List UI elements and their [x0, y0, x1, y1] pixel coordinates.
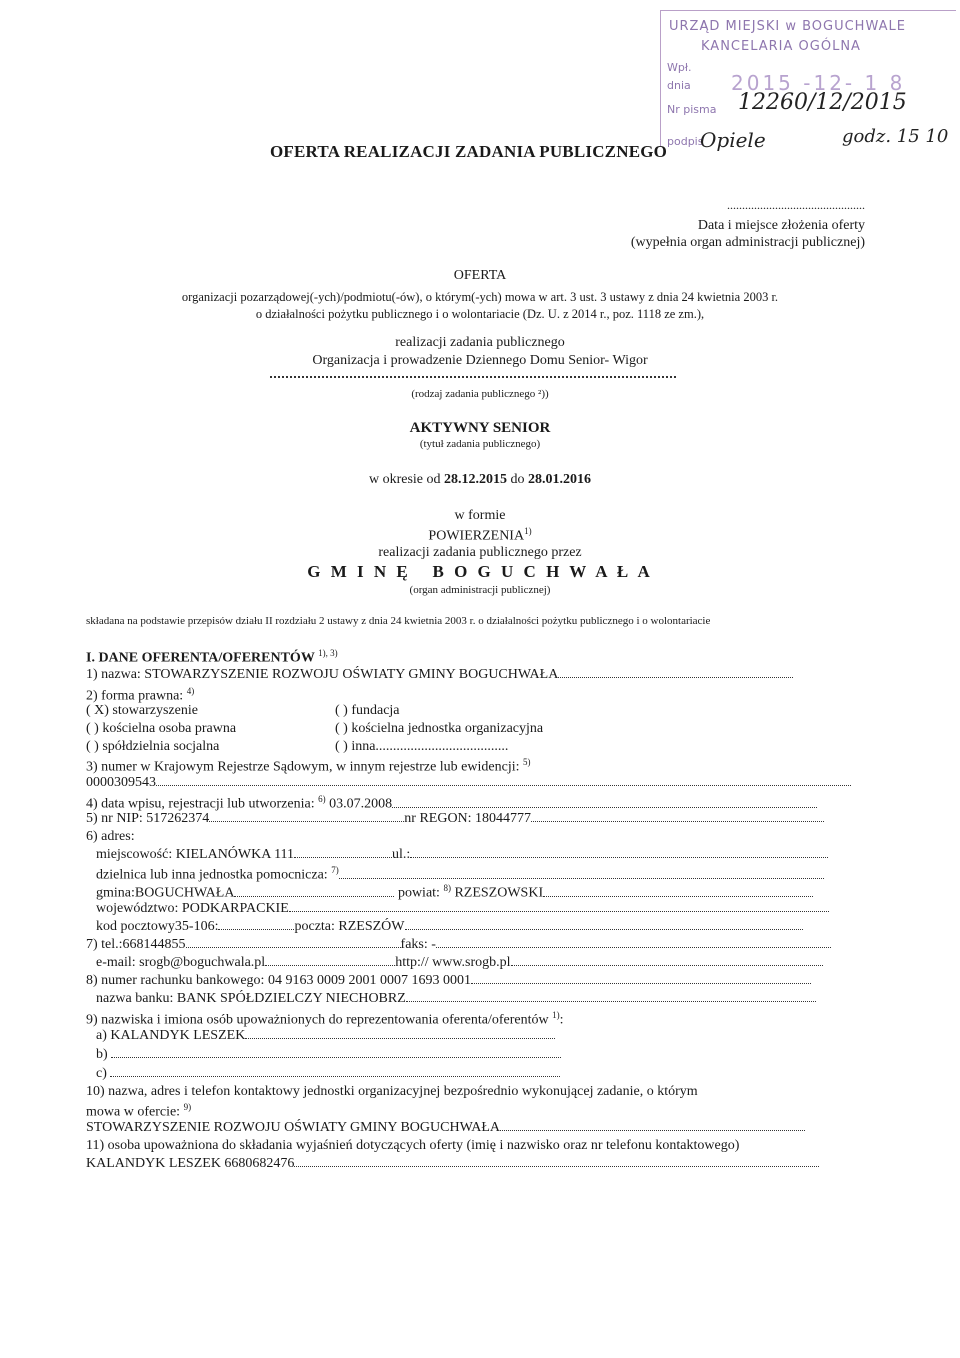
option-left-1[interactable]: ( X) stowarzyszenie — [86, 703, 198, 718]
task-title: AKTYWNY SENIOR — [409, 420, 551, 436]
date-place-dots: .............................................. — [727, 198, 865, 212]
email-dots — [265, 965, 395, 966]
osoba-c-text: c) — [96, 1066, 107, 1081]
email-text: e-mail: srogb@boguchwala.pl — [96, 955, 266, 970]
by-line: realizacji zadania publicznego przez — [378, 545, 582, 560]
bank-text: nazwa banku: BANK SPÓŁDZIELCZY NIECHOBRZ — [96, 991, 406, 1006]
field-krs-value — [86, 775, 851, 791]
oferta-heading: OFERTA — [453, 268, 507, 283]
form-value-text: POWIERZENIA — [428, 528, 525, 544]
osoba-a-dots — [245, 1038, 555, 1039]
regon-dots — [531, 821, 824, 822]
realizacji-label: realizacji zadania publicznego — [395, 335, 565, 350]
powiat-value: RZESZOWSKI — [454, 885, 544, 901]
period-prefix: w okresie od — [368, 472, 445, 487]
field-krs-label — [86, 757, 531, 776]
miejscowosc-text: miejscowość: KIELANÓWKA 111 — [96, 847, 295, 862]
field-gmina — [96, 883, 813, 902]
oferta-line-1: organizacji pozarządowej(-ych)/podmiotu(-ów), o którym(-ych) mowa w art. 3 ust. 3 ustawy z dnia 24 kwietnia 2003 r. — [181, 290, 779, 304]
nazwa-text: 1) nazwa: STOWARZYSZENIE ROZWOJU OŚWIATY GMINY BOGUCHWAŁA — [86, 667, 559, 682]
osoba-b-text: b) — [96, 1047, 108, 1062]
krs-value-text: 0000309543 — [86, 775, 156, 790]
field-forma — [86, 686, 194, 705]
stamp-office-name: URZĄD MIEJSKI w BOGUCHWALE — [669, 19, 906, 34]
data-wpisu-value: 03.07.2008 — [329, 796, 393, 812]
organ-caption: (organ administracji publicznej) — [409, 584, 551, 596]
field-jednostka-label: 10) nazwa, adres i telefon kontaktowy jednostki organizacyjnej bezpośrednio wykonującej zadanie, o którym — [86, 1084, 698, 1099]
field-osoba-wyj-value — [86, 1156, 819, 1172]
oferta-line-2: o działalności pożytku publicznego i o wolontariacie (Dz. U. z 2014 r., poz. 1118 ze zm.), — [255, 307, 705, 321]
krs-footnote: 5) — [523, 757, 531, 767]
field-jednostka-value — [86, 1120, 805, 1136]
faks-dots — [436, 947, 831, 948]
stamp-wpl-label: Wpł. — [667, 61, 692, 74]
option-right-1[interactable]: ( ) fundacja — [335, 703, 400, 718]
nazwa-dots — [558, 677, 793, 678]
ul-text: ul.: — [392, 847, 411, 862]
field-dzielnica — [96, 865, 824, 884]
faks-text: faks: - — [400, 937, 436, 952]
powiat-text: powiat: — [397, 885, 440, 901]
data-wpisu-dots — [392, 807, 817, 808]
field-adres: 6) adres: — [86, 829, 135, 844]
poczta-text: poczta: RZESZÓW — [294, 919, 405, 934]
field-miejscowosc — [96, 847, 828, 863]
period-mid: do — [507, 472, 529, 487]
form-value — [0, 526, 960, 545]
data-wpisu-footnote: 6) — [318, 794, 326, 804]
field-osoba-c — [96, 1066, 560, 1082]
bank-dots — [406, 1001, 816, 1002]
tel-text: 7) tel.:668144855 — [86, 937, 186, 952]
field-bank — [96, 991, 816, 1007]
section-1-footnote: 1), 3) — [318, 648, 338, 658]
section-1-heading — [86, 648, 338, 667]
osoba-c-dots — [110, 1076, 560, 1077]
period-from: 28.12.2015 — [444, 472, 508, 487]
jednostka-label2-text: mowa w ofercie: — [86, 1104, 181, 1120]
gmina-text: gmina:BOGUCHWAŁA — [96, 885, 235, 901]
field-jednostka-label-2 — [86, 1102, 191, 1121]
osoba-wyj-dots — [294, 1166, 819, 1167]
handwritten-time: godz. 15 10 — [842, 126, 949, 147]
field-nip — [86, 811, 824, 827]
nip-text: 5) nr NIP: 517262374 — [86, 811, 210, 826]
osoba-a-text: a) KALANDYK LESZEK — [96, 1028, 246, 1043]
field-data-wpisu — [86, 794, 817, 813]
wojewodztwo-dots — [289, 911, 829, 912]
osoby-footnote: 1) — [552, 1010, 560, 1020]
task-name: Organizacja i prowadzenie Dziennego Domu Senior- Wigor — [312, 353, 648, 368]
option-right-3[interactable]: ( ) inna...................................... — [335, 739, 509, 754]
field-osoba-a — [96, 1028, 555, 1044]
http-dots — [511, 965, 823, 966]
osoba-wyj-value-text: KALANDYK LESZEK 6680682476 — [86, 1156, 295, 1171]
field-osoba-wyj-label: 11) osoba upoważniona do składania wyjaśnień dotyczących oferty (imię i nazwisko oraz nr telefonu kontaktowego) — [86, 1138, 740, 1153]
dzielnica-dots — [339, 878, 824, 879]
task-period — [0, 472, 960, 488]
jednostka-dots — [500, 1130, 805, 1131]
osoba-b-dots — [111, 1057, 561, 1058]
field-osoba-b — [96, 1047, 561, 1063]
task-dotted-line — [270, 376, 676, 378]
forma-footnote: 4) — [186, 686, 195, 696]
option-right-2[interactable]: ( ) kościelna jednostka organizacyjna — [335, 721, 544, 736]
document-title: OFERTA REALIZACJI ZADANIA PUBLICZNEGO — [270, 142, 668, 161]
wojewodztwo-text: województwo: PODKARPACKIE — [96, 901, 289, 916]
stamp-podpis-label: podpis — [667, 135, 704, 148]
kod-dots — [218, 929, 294, 930]
option-left-2[interactable]: ( ) kościelna osoba prawna — [86, 721, 237, 736]
miejscowosc-dots — [294, 857, 392, 858]
poczta-dots — [405, 929, 803, 930]
field-osoby-label: 9) nazwiska i imiona osób upoważnionych do reprezentowania oferenta/oferentów $^{1)}$: — [86, 1010, 564, 1028]
date-place-note: (wypełnia organ administracji publicznej) — [630, 235, 865, 250]
data-wpisu-label: 4) data wpisu, rejestracji lub utworzenia: — [86, 796, 315, 812]
date-place-label: Data i miejsce złożenia oferty — [697, 218, 865, 233]
form-label: w formie — [454, 508, 506, 523]
field-nazwa — [86, 667, 860, 683]
stamp-department: KANCELARIA OGÓLNA — [701, 39, 861, 54]
rachunek-dots — [471, 983, 811, 984]
kod-text: kod pocztowy35-106: — [96, 919, 219, 934]
krs-dots — [156, 785, 851, 786]
section-1-heading-text: I. DANE OFERENTA/OFERENTÓW — [86, 650, 315, 666]
stamp-nr-label: Nr pisma — [667, 103, 717, 116]
field-tel — [86, 937, 831, 953]
task-type-caption: (rodzaj zadania publicznego ²)) — [411, 388, 549, 400]
field-email — [96, 955, 823, 971]
legal-basis: składana na podstawie przepisów działu II rozdziału 2 ustawy z dnia 24 kwietnia 2003 r. o działalności pożytku publicznego i o wolontariacie — [86, 615, 711, 627]
dzielnica-footnote: 7) — [331, 865, 339, 875]
dzielnica-text: dzielnica lub inna jednostka pomocnicza: — [96, 867, 328, 883]
rachunek-text: 8) numer rachunku bankowego: 04 9163 0009 2001 0007 1693 0001 — [86, 973, 471, 988]
http-text: http:// www.srogb.pl — [395, 955, 511, 970]
form-footnote: 1) — [524, 526, 532, 536]
field-rachunek — [86, 973, 811, 989]
krs-label-text: 3) numer w Krajowym Rejestrze Sądowym, w innym rejestrze lub ewidencji: — [86, 759, 520, 775]
handwritten-signature: Opiele — [700, 128, 766, 152]
period-to: 28.01.2016 — [528, 472, 592, 487]
field-kod — [96, 919, 803, 935]
field-wojewodztwo — [96, 901, 829, 917]
organ-name: G M I N Ę B O G U C H W A Ł A — [307, 562, 653, 581]
handwritten-registry-number: 12260/12/2015 — [738, 90, 907, 115]
task-title-caption: (tytuł zadania publicznego) — [419, 438, 541, 450]
regon-text: nr REGON: 18044777 — [404, 811, 532, 826]
jednostka-footnote: 9) — [183, 1102, 192, 1112]
ul-dots — [410, 857, 828, 858]
jednostka-value-text: STOWARZYSZENIE ROZWOJU OŚWIATY GMINY BOGUCHWAŁA — [86, 1120, 501, 1135]
gmina-dots — [234, 896, 394, 897]
forma-text: 2) forma prawna: — [86, 688, 184, 704]
stamp-date: 2015 -12- 1 8 — [731, 71, 906, 95]
powiat-dots — [543, 896, 813, 897]
tel-dots — [186, 947, 401, 948]
option-left-3[interactable]: ( ) spółdzielnia socjalna — [86, 739, 220, 754]
powiat-footnote: 8) — [443, 883, 451, 893]
stamp-dnia-label: dnia — [667, 79, 691, 92]
osoby-label-text: 9) nazwiska i imiona osób upoważnionych do reprezentowania oferenta/oferentów — [86, 1012, 549, 1028]
nip-dots — [209, 821, 404, 822]
